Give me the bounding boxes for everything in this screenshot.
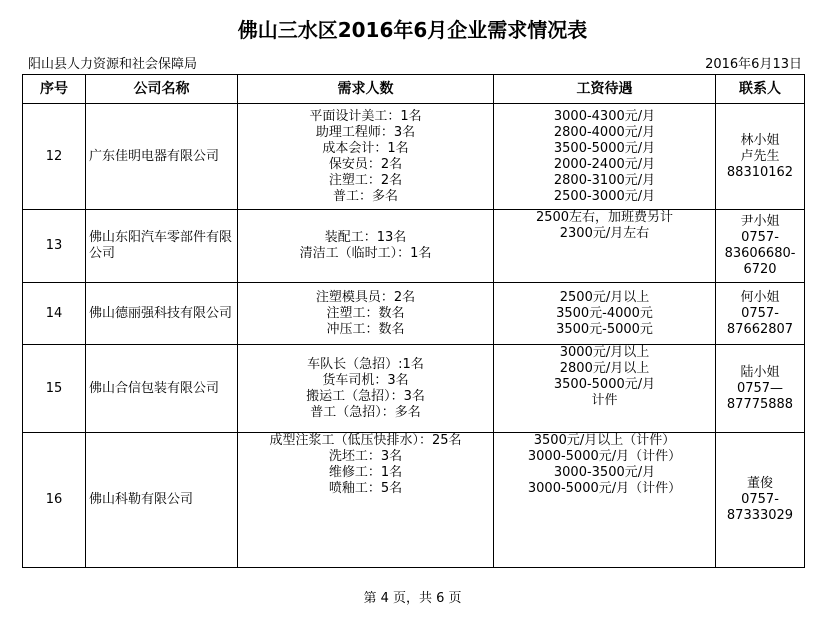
table-row xyxy=(23,345,805,433)
contact-line: 87775888 xyxy=(726,396,794,412)
row-serial: 14 xyxy=(23,283,86,345)
demand-line: 喷釉工：5名 xyxy=(328,481,403,496)
row-demand xyxy=(238,283,494,345)
row-company: 广东佳明电器有限公司 xyxy=(86,104,238,210)
row-contact xyxy=(716,345,805,433)
demand-line: 普工：多名 xyxy=(332,188,398,204)
contact-line: 0757- xyxy=(741,230,779,245)
row-salary xyxy=(494,104,716,210)
row-demand xyxy=(238,345,494,433)
salary-line: 3000-4300元/月 xyxy=(553,108,656,124)
row-serial: 12 xyxy=(23,104,86,210)
row-demand xyxy=(238,433,494,568)
row-contact xyxy=(716,210,805,283)
salary-line: 2500-3000元/月 xyxy=(553,188,656,204)
salary-line: 3000-5000元/月（计件） xyxy=(527,481,682,496)
demand-line: 保安员：2名 xyxy=(328,156,403,172)
page-footer: 第 4 页，共 6 页 xyxy=(363,591,462,606)
contact-line: 88310162 xyxy=(726,164,794,180)
header-contact: 联系人 xyxy=(716,75,805,104)
demand-line: 成本会计：1名 xyxy=(322,140,409,156)
demand-line: 冲压工：数名 xyxy=(326,321,405,337)
salary-line: 3500元-5000元 xyxy=(556,321,653,337)
demand-line: 清洁工（临时工）：1名 xyxy=(299,246,432,261)
row-contact xyxy=(716,283,805,345)
contact-line: 卢先生 xyxy=(740,148,780,164)
row-salary xyxy=(494,433,716,568)
header-company: 公司名称 xyxy=(86,75,238,104)
row-salary xyxy=(494,283,716,345)
contact-line: 87333029 xyxy=(726,508,794,523)
salary-line: 2000-2400元/月 xyxy=(553,156,656,172)
table-row xyxy=(23,210,805,283)
salary-line: 2500元/月以上 xyxy=(559,289,650,305)
demand-line: 注塑工：2名 xyxy=(328,172,403,188)
page-title: 佛山三水区2016年6月企业需求情况表 xyxy=(237,18,588,42)
salary-line: 2800-4000元/月 xyxy=(553,124,656,140)
header-demand: 需求人数 xyxy=(238,75,494,104)
row-serial: 13 xyxy=(23,210,86,283)
contact-line: 陆小姐 xyxy=(740,364,780,380)
table-header-row xyxy=(23,75,805,104)
contact-line: 林小姐 xyxy=(740,132,780,148)
salary-line: 3500元/月以上（计件） xyxy=(533,433,676,448)
demand-table xyxy=(22,74,805,568)
row-serial: 16 xyxy=(23,433,86,568)
contact-line: 0757— xyxy=(736,380,784,396)
row-contact xyxy=(716,433,805,568)
demand-line: 普工（急招）：多名 xyxy=(310,404,421,420)
contact-line: 87662807 xyxy=(726,321,794,337)
contact-line: 何小姐 xyxy=(740,289,780,305)
row-demand xyxy=(238,104,494,210)
contact-line: 尹小姐 xyxy=(740,214,780,229)
row-company: 佛山东阳汽车零部件有限公司 xyxy=(86,210,238,283)
table-row xyxy=(23,283,805,345)
header-serial: 序号 xyxy=(23,75,86,104)
demand-line: 助理工程师：3名 xyxy=(315,124,416,140)
row-company: 佛山德丽强科技有限公司 xyxy=(86,283,238,345)
date-label: 2016年6月13日 xyxy=(705,57,802,72)
salary-line: 3000-3500元/月 xyxy=(553,465,656,480)
row-serial: 15 xyxy=(23,345,86,433)
demand-line: 维修工：1名 xyxy=(328,465,403,480)
salary-line: 3500-5000元/月 xyxy=(553,377,656,392)
demand-line: 注塑工：数名 xyxy=(326,305,405,321)
row-salary xyxy=(494,345,716,433)
contact-line: 83606680- xyxy=(724,246,796,261)
contact-line: 6720 xyxy=(743,262,777,277)
salary-line: 2800元/月以上 xyxy=(559,361,650,376)
salary-line: 2800-3100元/月 xyxy=(553,172,656,188)
salary-line: 计件 xyxy=(591,393,618,408)
contact-line: 0757- xyxy=(741,492,779,507)
salary-line: 3000元/月以上 xyxy=(559,345,650,360)
demand-line: 注塑模具员：2名 xyxy=(315,289,416,305)
demand-line: 成型注浆工（低压快排水）：25名 xyxy=(269,433,462,448)
salary-line: 2300元/月左右 xyxy=(559,226,650,241)
salary-line: 3000-5000元/月（计件） xyxy=(527,449,682,464)
demand-line: 平面设计美工：1名 xyxy=(309,108,422,124)
issuer-label: 阳山县人力资源和社会保障局 xyxy=(28,57,198,72)
salary-line: 3500-5000元/月 xyxy=(553,140,656,156)
demand-line: 货车司机：3名 xyxy=(322,372,409,388)
contact-line: 董俊 xyxy=(746,476,773,491)
row-company: 佛山合信包装有限公司 xyxy=(86,345,238,433)
salary-line: 3500元-4000元 xyxy=(556,305,653,321)
salary-line: 2500左右，加班费另计 xyxy=(535,210,674,225)
row-contact xyxy=(716,104,805,210)
demand-line: 洗坯工：3名 xyxy=(328,449,403,464)
row-demand xyxy=(238,210,494,283)
row-salary xyxy=(494,210,716,283)
table-row xyxy=(23,433,805,568)
header-salary: 工资待遇 xyxy=(494,75,716,104)
contact-line: 0757- xyxy=(741,305,779,321)
demand-line: 车队长（急招）:1名 xyxy=(307,356,424,372)
table-row xyxy=(23,104,805,210)
demand-line: 装配工：13名 xyxy=(324,230,407,245)
demand-line: 搬运工（急招）：3名 xyxy=(306,388,425,404)
row-company: 佛山科勒有限公司 xyxy=(86,433,238,568)
